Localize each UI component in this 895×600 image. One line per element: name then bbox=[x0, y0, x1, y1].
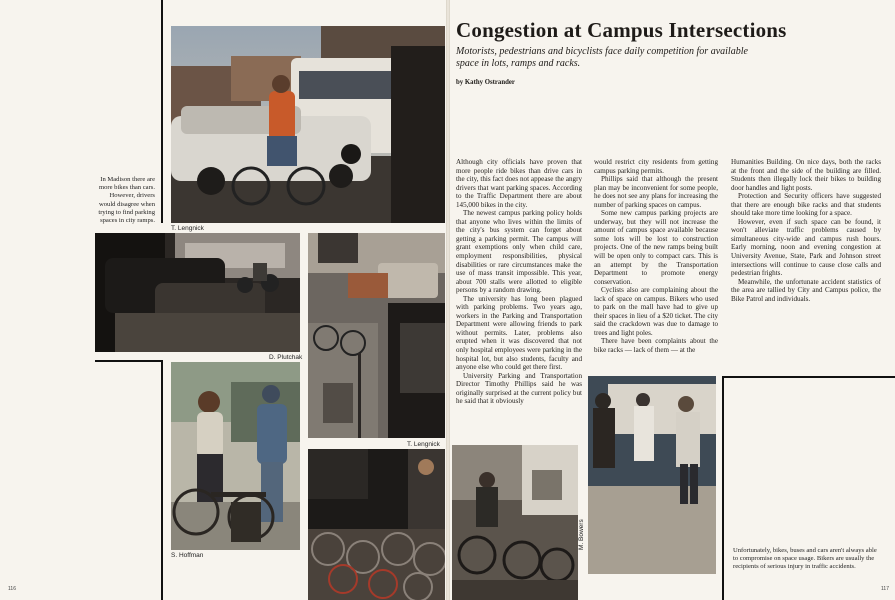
photo-bikes-walkway bbox=[452, 445, 578, 600]
page-gutter bbox=[446, 0, 450, 600]
article-subtitle: Motorists, pedestrians and bicyclists face daily competition for available space in lots, ramps and racks. bbox=[456, 46, 748, 69]
photo-bike-rack bbox=[308, 449, 445, 600]
rule-left-vertical-top bbox=[161, 0, 163, 223]
caption-right: Unfortunately, bikes, buses and cars aren't always able to compromise on space usage. Bikers are usually the recipients of serious injury in traffic accidents. bbox=[733, 547, 877, 571]
page-number-right: 117 bbox=[881, 586, 889, 592]
photo-bikes-sidewalk bbox=[308, 233, 445, 438]
article-column-2 bbox=[594, 158, 718, 355]
photo-credit-2: D. Plutchak bbox=[269, 354, 303, 361]
photo-bus-pedestrians bbox=[588, 376, 716, 574]
photo-credit-3: T. Lengnick bbox=[407, 441, 440, 448]
caption-left: In Madison there are more bikes than cars. However, drivers would disagree when trying to find parking spaces in city ramps. bbox=[98, 176, 155, 225]
col2-paragraph: Cyclists also are complaining about the lack of space on campus. Bikers who used to park on the mall have had to give up their spaces in lieu of a $20 ticket. The city said the crackdown was due to damage to trees and light poles. bbox=[594, 286, 718, 337]
article-column-3 bbox=[731, 158, 881, 303]
col3-paragraph: However, even if such space can be found, it won't alleviate traffic problems caused by simultaneous city-wide and campus rush hours. Early morning, noon and evening congestion at University Avenue, State, Park and Johnson street intersections will continue to cause close calls and pedestrian frights. bbox=[731, 217, 881, 278]
photo-credit-1: T. Lengnick bbox=[171, 225, 204, 232]
photo-two-cyclists bbox=[171, 362, 300, 550]
col3-paragraph: Humanities Building. On nice days, both the racks at the front and the side of the building are filled. Students then illegally lock their bikes to building door handles and light posts. bbox=[731, 158, 881, 192]
photo-parking-ramp bbox=[95, 233, 300, 352]
col2-paragraph: would restrict city residents from getting campus parking permits. bbox=[594, 158, 718, 175]
rule-right-horizontal bbox=[722, 376, 895, 378]
photo-credit-4: S. Hoffman bbox=[171, 552, 204, 559]
col1-paragraph: Although city officials have proven that more people ride bikes than drive cars in the city, this fact does not appease the angry drivers that want parking spaces. According to the Traffic Department there are about 145,000 bikes in the city. bbox=[456, 158, 582, 209]
col1-paragraph: University Parking and Transportation Director Timothy Phillips said he was originally surprised at the current policy but he said that it obviously bbox=[456, 371, 582, 406]
col2-paragraph: Some new campus parking projects are underway, but they will not increase the amount of campus space available because some lots will be lost to construction projects. One of the new ramps being built will be open only to compact cars. This is an attempt by the Transportation Department to promote energy conservation. bbox=[594, 209, 718, 286]
rule-left-vertical-bottom bbox=[161, 360, 163, 600]
rule-right-vertical bbox=[722, 376, 724, 600]
photo-street-cyclist bbox=[171, 26, 445, 223]
article-byline: by Kathy Ostrander bbox=[456, 79, 515, 86]
article-headline: Congestion at Campus Intersections bbox=[456, 18, 787, 42]
rule-left-horizontal bbox=[95, 360, 163, 362]
col2-paragraph: There have been complaints about the bike racks — lack of them — at the bbox=[594, 337, 718, 355]
col2-paragraph: Phillips said that although the present plan may be inconvenient for some people, he does not see any plans for increasing the number of parking spaces on campus. bbox=[594, 175, 718, 209]
article-column-1 bbox=[456, 158, 582, 406]
photo-credit-6: M. Bowers bbox=[578, 519, 585, 550]
page-number-left: 116 bbox=[8, 586, 16, 592]
col3-paragraph: Meanwhile, the unfortunate accident statistics of the area are tallied by City and Campus police, the Bike Patrol and individuals. bbox=[731, 277, 881, 303]
col1-paragraph: The newest campus parking policy holds that anyone who lives within the limits of the city's bus system can forget about getting a parking permit. The campus will grant exemptions only when child care, employment responsibilities, physical disabilities or rare circumstances make the use of mass transit impossible. This year, about 700 stalls were allotted to eligible persons by a random drawing. bbox=[456, 209, 582, 295]
col3-paragraph: Protection and Security officers have suggested that there are enough bike racks and that students should take more time looking for a space. bbox=[731, 192, 881, 218]
col1-paragraph: The university has long been plagued with parking problems. Two years ago, workers in the Parking and Transportation Department were allowing friends to park without permits. Later, problems also erupted when it was discovered that not only hospital employees were parking in the hospital lot, but also students, faculty and anyone else who could get there first. bbox=[456, 294, 582, 372]
